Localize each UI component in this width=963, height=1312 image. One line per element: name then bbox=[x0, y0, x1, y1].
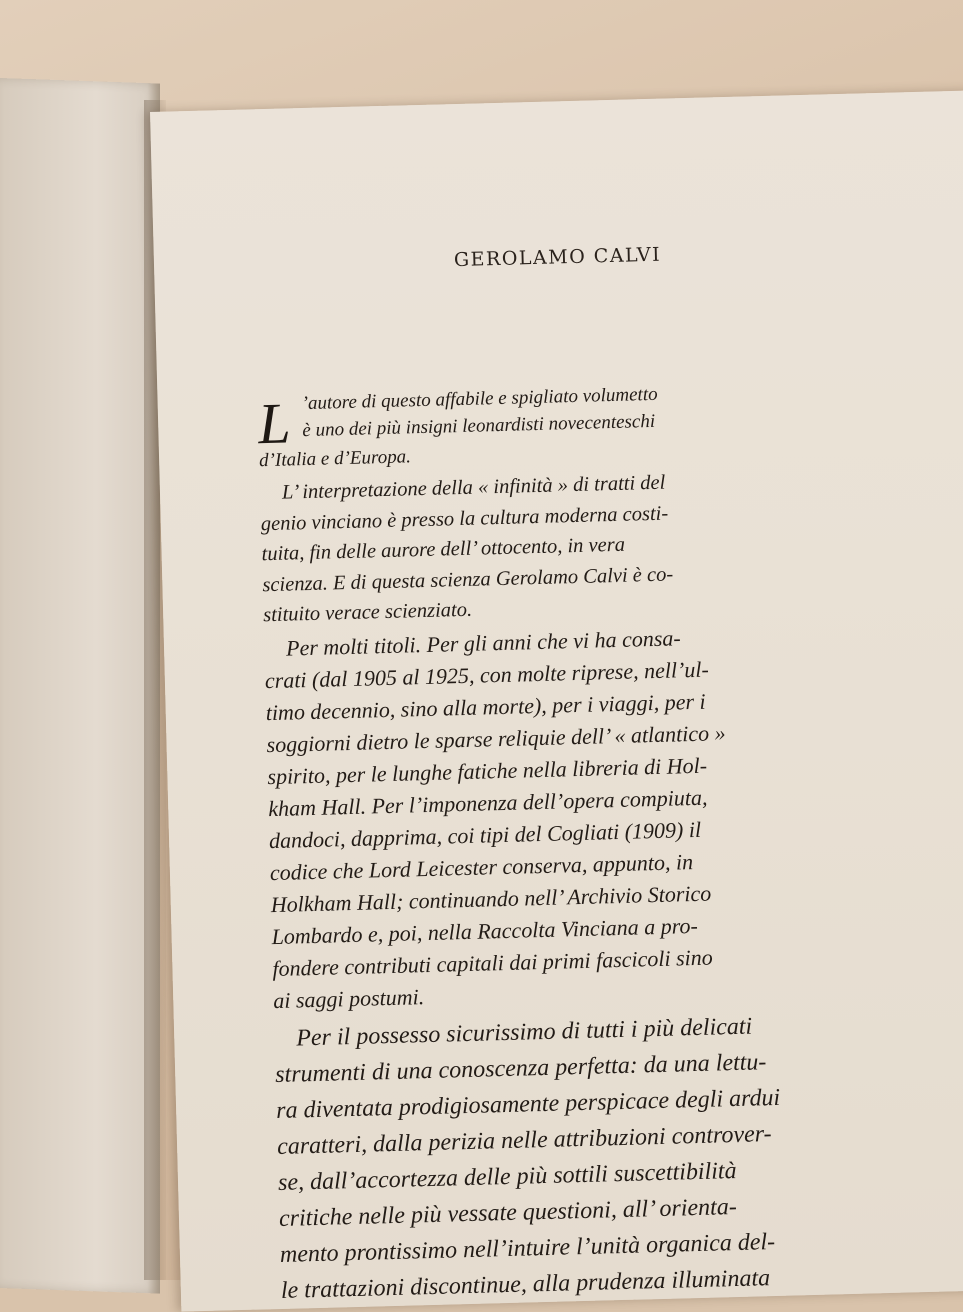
text-line: kham Hall. Per l’imponenza dell’opera compiuta, bbox=[267, 784, 708, 821]
text-line: timo decennio, sino alla morte), per i viaggi, per i bbox=[265, 688, 706, 725]
text-line: scienza. E di questa scienza Gerolamo Calvi è co- bbox=[262, 562, 674, 596]
text-line: tuita, fin delle aurore dell’ ottocento, in vera bbox=[261, 533, 626, 566]
page-title: GEROLAMO CALVI bbox=[453, 243, 662, 272]
text-line: Per molti titoli. Per gli anni che vi ha consa- bbox=[285, 624, 681, 661]
text-line: caratteri, dalla perizia nelle attribuzioni controver- bbox=[276, 1120, 772, 1160]
text-line: strumenti di una conoscenza perfetta: da una lettu- bbox=[274, 1048, 767, 1088]
paragraph-4 bbox=[274, 1003, 961, 1309]
text-line: stituito verace scienziato. bbox=[262, 598, 473, 627]
text-line: dandoci, dapprima, coi tipi del Cogliati (1909) il bbox=[268, 816, 702, 853]
text-line: Per il possesso sicurissimo di tutti i più delicati bbox=[295, 1013, 753, 1051]
paragraph-3 bbox=[264, 615, 954, 1017]
right-page bbox=[150, 90, 963, 1312]
paragraph-1 bbox=[257, 373, 939, 476]
text-line: le trattazioni discontinue, alla prudenza illuminata bbox=[280, 1264, 771, 1304]
text-line: L’ interpretazione della « infinità » di tratti del bbox=[281, 471, 666, 504]
text-line: mento prontissimo nell’intuire l’unità organica del- bbox=[279, 1228, 776, 1268]
text-line: ai saggi postumi. bbox=[272, 983, 425, 1013]
text-line: Lombardo e, poi, nella Raccolta Vinciana a pro- bbox=[271, 912, 699, 949]
paragraph-2 bbox=[260, 460, 944, 630]
text-line: ’autore di questo affabile e spigliato volumetto bbox=[301, 383, 658, 415]
text-line: d’Italia e d’Europa. bbox=[258, 446, 412, 472]
text-line: ra diventata prodigiosamente perspicace degli ardui bbox=[275, 1084, 781, 1124]
text-line: crati (dal 1905 al 1925, con molte riprese, nell’ul- bbox=[264, 656, 710, 693]
text-line: genio vinciano è presso la cultura moderna costi- bbox=[260, 502, 669, 535]
text-line: fondere contributi capitali dai primi fascicoli sino bbox=[272, 944, 714, 981]
left-page bbox=[0, 78, 160, 1294]
text-line: codice che Lord Leicester conserva, appunto, in bbox=[269, 848, 694, 885]
text-line: Holkham Hall; continuando nell’ Archivio Storico bbox=[270, 880, 712, 917]
text-line: spirito, per le lunghe fatiche nella libreria di Hol- bbox=[267, 752, 708, 789]
drop-cap: L bbox=[257, 390, 292, 457]
text-line: critiche nelle più vessate questioni, all’ orienta- bbox=[278, 1193, 738, 1232]
text-line: è uno dei più insigni leonardisti novecenteschi bbox=[302, 410, 656, 442]
text-line: se, dall’accortezza delle più sottili suscettibilità bbox=[277, 1157, 737, 1196]
body-text bbox=[257, 373, 961, 1308]
text-line: soggiorni dietro le sparse reliquie dell’ « atlantico » bbox=[266, 719, 726, 757]
